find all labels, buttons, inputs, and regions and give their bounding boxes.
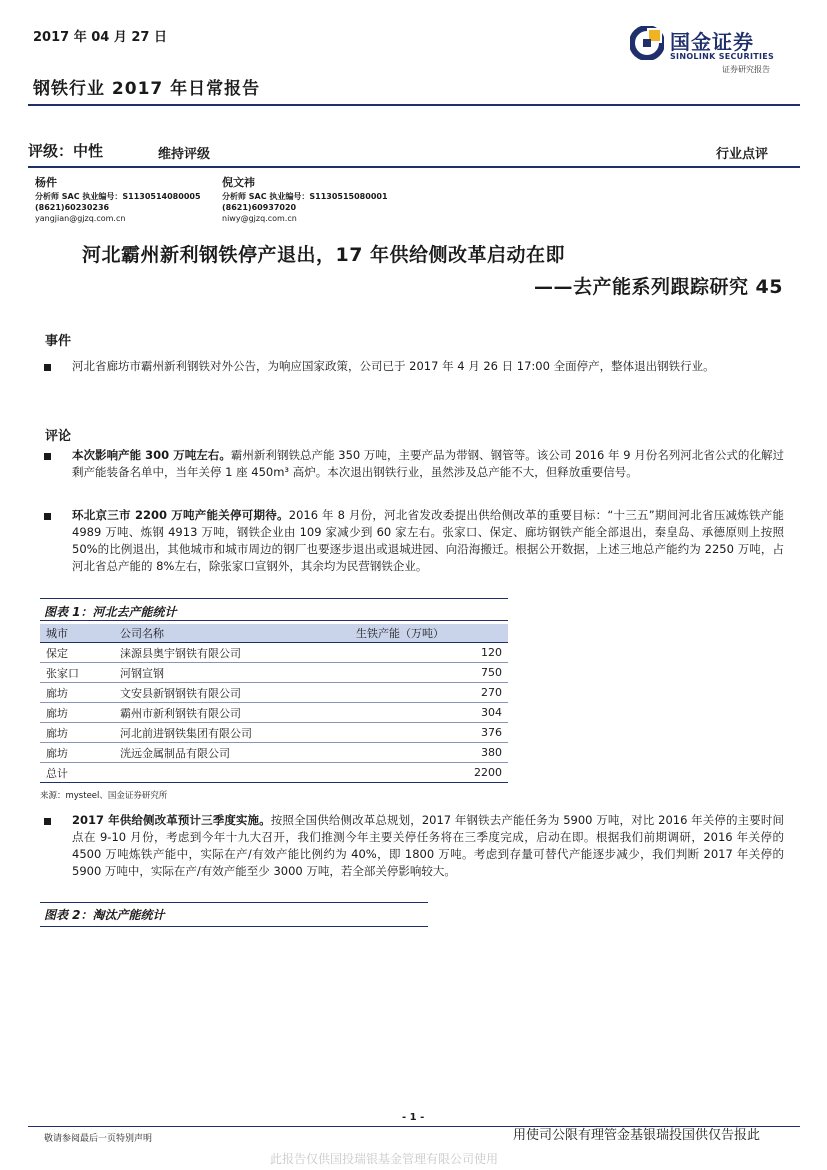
table-row bbox=[40, 723, 508, 743]
cell-total-label: 总计 bbox=[40, 763, 114, 783]
figure-1-title: 图表 1：河北去产能统计 bbox=[44, 605, 177, 619]
report-date: 2017 年 04 月 27 日 bbox=[33, 30, 167, 45]
headline-subtitle: ——去产能系列跟踪研究 45 bbox=[533, 276, 783, 298]
comment-paragraph-2 bbox=[72, 507, 784, 575]
header-divider bbox=[28, 104, 800, 106]
cell-city: 保定 bbox=[40, 643, 114, 663]
cell-capacity: 120 bbox=[350, 643, 508, 663]
figure-2-title-rule bbox=[40, 926, 428, 927]
paragraph-body: 2016 年 8 月份，河北省发改委提出供给侧改革的重要目标：“十三五”期间河北省压减炼铁产能 4989 万吨、炼钢 4913 万吨，钢铁企业由 109 家减少到 60 家左右。张家口、保定、廊坊钢铁产能全部退出，秦皇岛、承德原则上按照 50%的比例退出，其他城市和城市周边的钢厂也要逐步退出或退城进园、向沿海搬迁。根据公开数据，上述三地总产能约为 2250 万吨，占河北省总产能的 8%左右，除张家口宣钢外，其余均为民营钢铁企业。 bbox=[72, 508, 785, 573]
cell-capacity: 376 bbox=[350, 723, 508, 743]
paragraph-body: 霸州新利钢铁总产能 350 万吨，主要产品为带钢、钢管等。该公司 2016 年 9 月份名列河北省公式的化解过剩产能装备名单中，当年关停 1 座 450m³ 高炉。本次退出钢铁行业，虽然涉及总产能不大，但释放重要信号。 bbox=[72, 448, 785, 479]
analyst-name: 杨件 bbox=[35, 176, 57, 189]
analyst-card bbox=[35, 175, 201, 224]
bullet-icon bbox=[44, 818, 51, 825]
figure-1-table bbox=[40, 624, 508, 783]
rating-divider bbox=[28, 166, 800, 168]
column-header-company: 公司名称 bbox=[114, 624, 350, 643]
table-header-row bbox=[40, 624, 508, 643]
event-paragraph: 河北省廊坊市霸州新利钢铁对外公告，为响应国家政策，公司已于 2017 年 4 月 26 日 17:00 全面停产，整体退出钢铁行业。 bbox=[72, 359, 715, 373]
column-header-capacity: 生铁产能（万吨） bbox=[350, 624, 508, 643]
paragraph-lead: 本次影响产能 300 万吨左右。 bbox=[72, 448, 231, 462]
table-row bbox=[40, 703, 508, 723]
bullet-icon bbox=[44, 364, 51, 371]
sinolink-logo-icon bbox=[630, 26, 664, 60]
figure-1-source: 来源：mysteel、国金证券研究所 bbox=[40, 791, 168, 801]
report-category: 行业点评 bbox=[716, 147, 769, 162]
figure-2-top-rule bbox=[40, 902, 428, 903]
cell-total-value: 2200 bbox=[350, 763, 508, 783]
page-number: - 1 - bbox=[402, 1112, 425, 1123]
report-series-title: 钢铁行业 2017 年日常报告 bbox=[33, 79, 261, 99]
table-row bbox=[40, 683, 508, 703]
analyst-email[interactable]: yangjian@gjzq.com.cn bbox=[35, 214, 126, 223]
cell-city: 廊坊 bbox=[40, 723, 114, 743]
rating-label: 评级：中性 bbox=[28, 142, 104, 160]
analyst-name: 倪文祎 bbox=[222, 176, 255, 189]
analyst-phone: (8621)60937020 bbox=[222, 203, 297, 212]
cell-capacity: 380 bbox=[350, 743, 508, 763]
cell-company: 文安县新钢钢铁有限公司 bbox=[114, 683, 350, 703]
column-header-city: 城市 bbox=[40, 624, 114, 643]
cell-company: 霸州市新利钢铁有限公司 bbox=[114, 703, 350, 723]
cell-city: 廊坊 bbox=[40, 683, 114, 703]
bullet-icon bbox=[44, 513, 51, 520]
cell-capacity: 750 bbox=[350, 663, 508, 683]
logo-en-text: SINOLINK SECURITIES bbox=[670, 52, 775, 61]
footer-disclaimer: 敬请参阅最后一页特别声明 bbox=[44, 1134, 153, 1144]
table-row bbox=[40, 663, 508, 683]
company-logo bbox=[630, 24, 800, 78]
cell-city: 廊坊 bbox=[40, 743, 114, 763]
paragraph-body: 按照全国供给侧改革总规划，2017 年钢铁去产能任务为 5900 万吨，对比 2016 年关停的主要时间点在 9-10 月份，考虑到今年十九大召开，我们推测今年主要关停任务将在三季度完成，启动在即。根据我们前期调研，2016 年关停的 4500 万吨炼铁产能中，实际在产/有效产能比例约为 40%，即 1800 万吨。考虑到存量可替代产能逐步减少，我们判断 2017 年关停的 5900 万吨中，实际在产/有效产能至少 3000 万吨，若全部关停影响较大。 bbox=[72, 813, 784, 878]
figure-1-top-rule bbox=[40, 598, 508, 599]
cell-company: 涞源县奥宇钢铁有限公司 bbox=[114, 643, 350, 663]
cell-company: 洸远金属制品有限公司 bbox=[114, 743, 350, 763]
table-row bbox=[40, 643, 508, 663]
section-title-comment: 评论 bbox=[45, 429, 72, 444]
rating-maintain: 维持评级 bbox=[158, 147, 211, 162]
section-title-event: 事件 bbox=[45, 334, 72, 349]
analyst-phone: (8621)60230236 bbox=[35, 203, 110, 212]
comment-paragraph-1 bbox=[72, 447, 784, 481]
paragraph-lead: 2017 年供给侧改革预计三季度实施。 bbox=[72, 813, 271, 827]
logo-subtitle: 证券研究报告 bbox=[722, 65, 770, 74]
analyst-card bbox=[222, 175, 388, 224]
cell-capacity: 270 bbox=[350, 683, 508, 703]
bullet-icon bbox=[44, 453, 51, 460]
figure-2-title: 图表 2：淘汰产能统计 bbox=[44, 908, 165, 922]
analyst-cert: 分析师 SAC 执业编号：S1130514080005 bbox=[35, 192, 201, 201]
table-total-row bbox=[40, 763, 508, 783]
paragraph-lead: 环北京三市 2200 万吨产能关停可期待。 bbox=[72, 508, 289, 522]
usage-watermark: 此报告仅供国投瑞银基金管理有限公司使用 bbox=[270, 1152, 499, 1166]
table-row bbox=[40, 743, 508, 763]
headline-main: 河北霸州新利钢铁停产退出，17 年供给侧改革启动在即 bbox=[82, 244, 566, 266]
footer-mirrored-notice: 用使司公限有理管金基银瑞投国供仅告报此 bbox=[513, 1128, 761, 1143]
cell-city: 张家口 bbox=[40, 663, 114, 683]
logo-cn-text: 国金证券 bbox=[670, 30, 754, 54]
cell-company: 河北前进钢铁集团有限公司 bbox=[114, 723, 350, 743]
figure-1-title-rule bbox=[40, 620, 508, 621]
analyst-email[interactable]: niwy@gjzq.com.cn bbox=[222, 214, 297, 223]
cell-capacity: 304 bbox=[350, 703, 508, 723]
cell-empty bbox=[114, 763, 350, 783]
cell-city: 廊坊 bbox=[40, 703, 114, 723]
analyst-cert: 分析师 SAC 执业编号：S1130515080001 bbox=[222, 192, 388, 201]
comment-paragraph-3 bbox=[72, 812, 784, 880]
cell-company: 河钢宣钢 bbox=[114, 663, 350, 683]
